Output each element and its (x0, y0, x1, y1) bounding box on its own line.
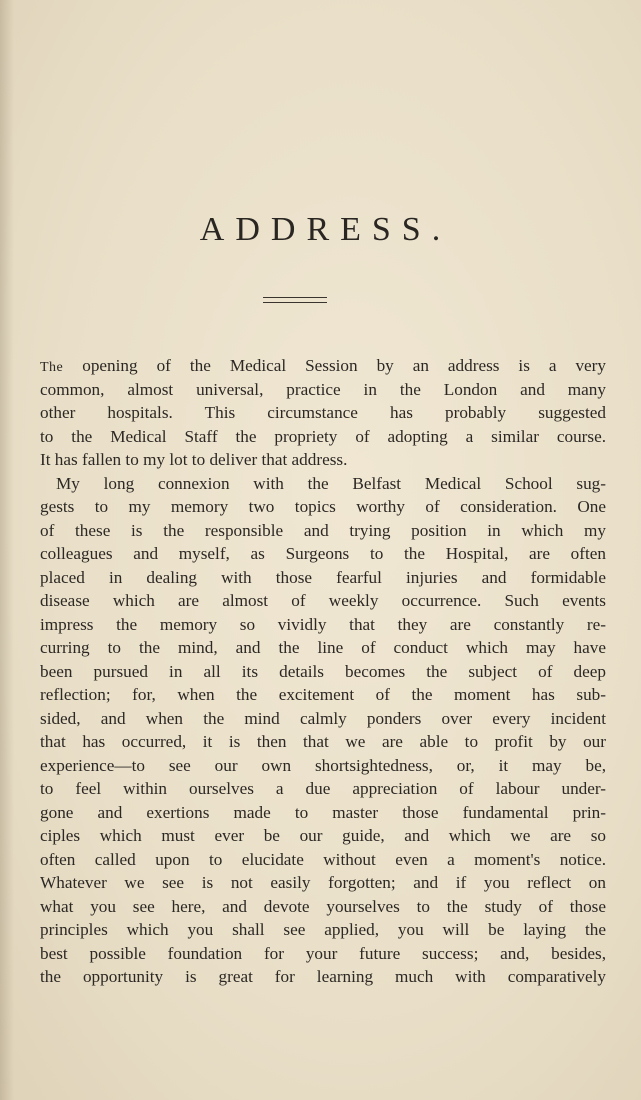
text-line: colleagues and myself, as Surgeons to the Hospital, are often (40, 544, 606, 563)
text-line: other hospitals. This circumstance has probably suggested (40, 403, 606, 422)
page-heading: ADDRESS. (199, 211, 452, 248)
text-line: often called upon to elucidate without even a moment's notice. (40, 849, 606, 869)
text-line: best possible foundation for your future success; and, besides, (40, 943, 606, 963)
text-line: that has occurred, it is then that we are able to profit by our (40, 732, 606, 751)
text-line: curring to the mind, and the line of conduct which may have (40, 638, 606, 657)
page-gutter-shadow (0, 0, 14, 1100)
double-rule-divider (263, 297, 327, 303)
text-line: of these is the responsible and trying position in which my (40, 520, 606, 540)
text-line: principles which you shall see applied, you will be laying the (40, 920, 606, 939)
body-text (40, 354, 606, 989)
text-line: It has fallen to my lot to deliver that address. (40, 450, 348, 469)
text-line: gests to my memory two topics worthy of consideration. One (40, 497, 606, 516)
text-line: gone and exertions made to master those fundamental prin- (40, 802, 606, 822)
text-line: been pursued in all its details becomes the subject of deep (40, 661, 606, 681)
text-line: The opening of the Medical Session by an address is a very (40, 356, 606, 375)
text-line: what you see here, and devote yourselves to the study of those (40, 896, 606, 916)
text-line: placed in dealing with those fearful injuries and formidable (40, 567, 606, 587)
text-line: Whatever we see is not easily forgotten; and if you reflect on (40, 873, 606, 892)
text-line: reflection; for, when the excitement of the moment has sub- (40, 685, 606, 704)
text-line: the opportunity is great for learning much with comparatively (40, 967, 606, 986)
text-line: sided, and when the mind calmly ponders over every incident (40, 708, 606, 728)
text-line: to feel within ourselves a due appreciation of labour under- (40, 779, 606, 798)
text-line: to the Medical Staff the propriety of adopting a similar course. (40, 426, 606, 446)
text-line: My long connexion with the Belfast Medical School sug- (56, 473, 606, 493)
text-line: experience—to see our own shortsightedness, or, it may be, (40, 755, 606, 775)
opening-word: The (40, 360, 64, 375)
text-line: common, almost universal, practice in the London and many (40, 379, 606, 399)
text-line: disease which are almost of weekly occurrence. Such events (40, 591, 606, 610)
text-line: ciples which must ever be our guide, and which we are so (40, 826, 606, 845)
text-line: impress the memory so vividly that they are constantly re- (40, 614, 606, 634)
